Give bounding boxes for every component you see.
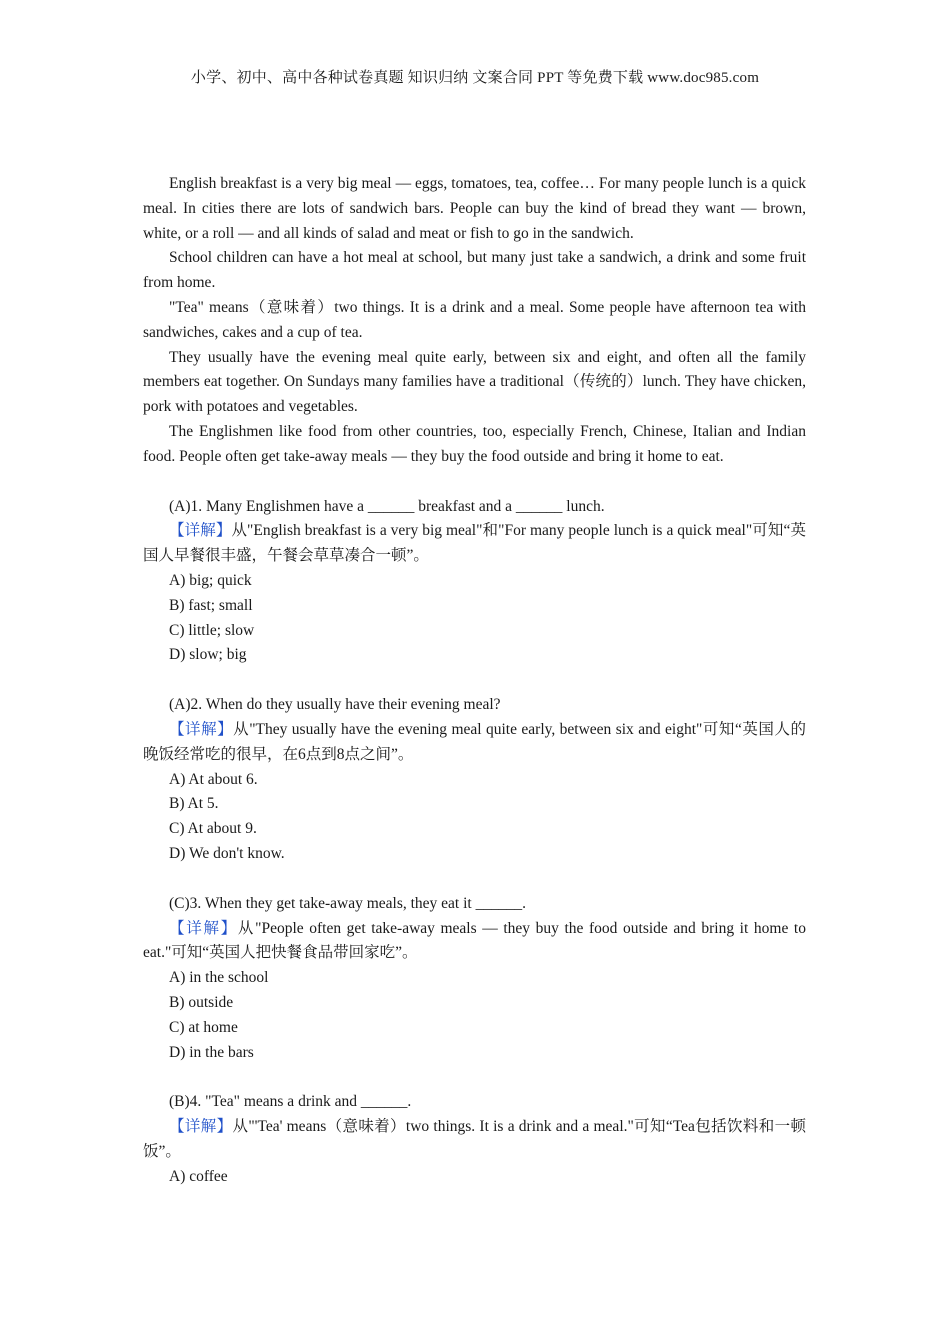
option: C) At about 9. (169, 820, 257, 838)
passage-paragraph: They usually have the evening meal quite early, between six and eight, and often all the family members eat together. On Sundays many families have a traditional（传统的）lunch. They have chicken, pork with potatoes and vegetables. (143, 348, 806, 416)
option: B) outside (169, 993, 234, 1011)
question-stem: (A)1. Many Englishmen have a ______ breakfast and a ______ lunch. (169, 497, 605, 515)
question-stem: (B)4. "Tea" means a drink and ______. (169, 1093, 412, 1111)
detail-text: 从"'Tea' means（意味着）two things. It is a drink and a meal."可知“Tea包括饮料和一顿饭”。 (143, 1118, 806, 1160)
passage-paragraph: "Tea" means（意味着）two things. It is a drink and a meal. Some people have afternoon tea with sandwiches, cakes and a cup of tea. (143, 298, 806, 341)
question-detail (143, 1115, 806, 1165)
detail-label: 【详解】 (169, 1118, 233, 1136)
option: D) slow; big (169, 646, 247, 664)
option: A) At about 6. (169, 770, 258, 788)
passage-paragraph: English breakfast is a very big meal — eggs, tomatoes, tea, coffee… For many people lunch is a quick meal. In cities there are lots of sandwich bars. People can buy the kind of bread they want — brown, white, or a roll — and all kinds of salad and meat or fish to go in the sandwich. (143, 175, 806, 242)
question-detail (143, 917, 806, 967)
detail-text: 从"English breakfast is a very big meal"和"For many people lunch is a quick meal"可知“英国人早餐很丰盛，午餐会草草凑合一顿”。 (143, 522, 806, 565)
document-body (143, 172, 806, 1189)
option: A) coffee (169, 1167, 228, 1185)
passage-paragraph: School children can have a hot meal at school, but many just take a sandwich, a drink and some fruit from home. (143, 249, 806, 292)
detail-label: 【详解】 (169, 919, 238, 937)
option: C) little; slow (169, 621, 255, 639)
option: D) in the bars (169, 1043, 254, 1061)
question-2 (143, 693, 806, 867)
option: A) in the school (169, 969, 269, 987)
passage-paragraph: The Englishmen like food from other countries, too, especially French, Chinese, Italian and Indian food. People often get take-away meals — they buy the food outside and bring it home to eat. (143, 422, 806, 465)
detail-label: 【详解】 (169, 522, 232, 540)
option: B) fast; small (169, 596, 253, 614)
question-detail (143, 718, 806, 768)
question-3 (143, 892, 806, 1066)
question-detail (143, 519, 806, 569)
detail-text: 从"They usually have the evening meal quite early, between six and eight"可知“英国人的晚饭经常吃的很早，在6点到8点之间”。 (143, 720, 806, 763)
question-stem: (A)2. When do they usually have their evening meal? (169, 696, 501, 714)
option: A) big; quick (169, 571, 252, 589)
page-header: 小学、初中、高中各种试卷真题 知识归纳 文案合同 PPT 等免费下载 www.doc985.com (190, 70, 760, 86)
option: B) At 5. (169, 795, 219, 813)
option: D) We don't know. (169, 844, 285, 862)
option: C) at home (169, 1018, 238, 1036)
detail-text: 从"People often get take-away meals — they buy the food outside and bring it home to eat."可知“英国人把快餐食品带回家吃”。 (143, 919, 806, 962)
question-4 (143, 1090, 806, 1189)
detail-label: 【详解】 (169, 720, 234, 738)
question-1 (143, 495, 806, 669)
question-stem: (C)3. When they get take-away meals, they eat it ______. (169, 894, 526, 912)
